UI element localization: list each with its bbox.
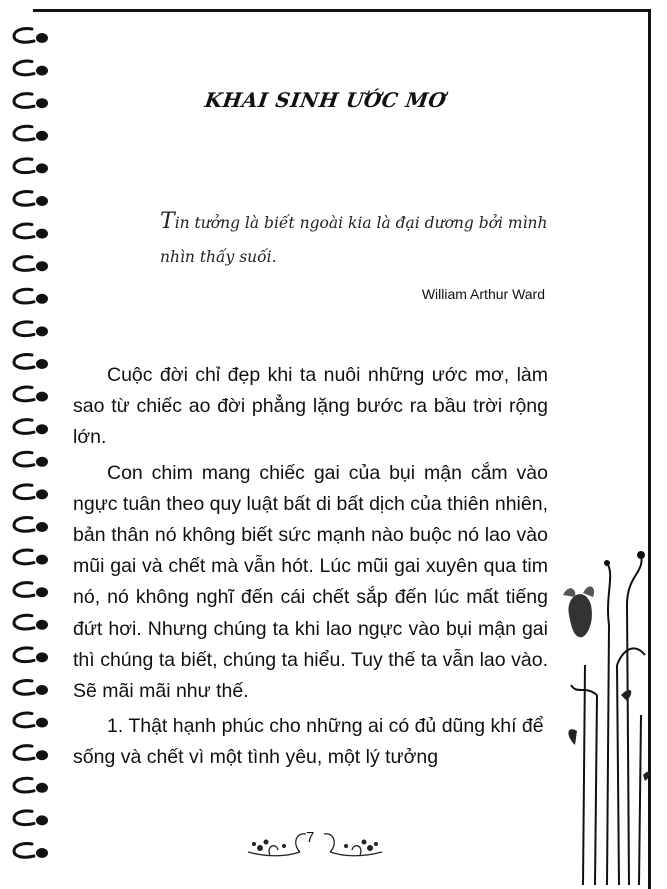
chapter-title: KHAI SINH ƯỚC MƠ [203, 88, 449, 112]
spiral-ring [14, 159, 34, 173]
spiral-hole [36, 718, 48, 728]
spiral-hole [36, 685, 48, 695]
paragraph-3: 1. Thật hạnh phúc cho những ai có đủ dũng khí để sống và chết vì một tình yêu, một lý tưởng [73, 715, 544, 769]
spiral-hole [36, 457, 48, 467]
spiral-hole [36, 294, 48, 304]
spiral-ring [14, 191, 34, 205]
spiral-ring [14, 550, 34, 564]
spiral-hole [36, 750, 48, 760]
quote-line-2: nhìn thấy suối. [160, 248, 277, 266]
paragraph-1: Cuộc đời chỉ đẹp khi ta nuôi những ước mơ, làm sao từ chiếc ao đời phẳng lặng bước ra bầu trời rộng lớn. [73, 364, 548, 449]
spiral-ring [14, 224, 34, 238]
spiral-hole [36, 587, 48, 597]
spiral-hole [36, 229, 48, 239]
quote-dropcap: T [160, 209, 175, 234]
spiral-hole [36, 163, 48, 173]
spiral-hole [36, 848, 48, 858]
spiral-hole [36, 196, 48, 206]
flower-ornament-icon [555, 545, 655, 885]
spiral-ring [14, 61, 34, 75]
spiral-hole [36, 326, 48, 336]
spiral-ring [14, 420, 34, 434]
spiral-ring [14, 452, 34, 466]
spiral-ring [14, 746, 34, 760]
spiral-ring [14, 257, 34, 271]
spiral-ring [14, 843, 34, 857]
spiral-ring [14, 126, 34, 140]
spiral-hole [36, 783, 48, 793]
spiral-ring [14, 94, 34, 108]
spiral-ring [14, 354, 34, 368]
page-number-ornament-icon [240, 822, 390, 866]
spiral-hole [36, 261, 48, 271]
spiral-hole [36, 522, 48, 532]
spiral-hole [36, 98, 48, 108]
spiral-ring [14, 289, 34, 303]
spiral-ring [14, 28, 34, 42]
epigraph-quote [160, 205, 550, 274]
spiral-ring [14, 811, 34, 825]
spiral-ring [14, 322, 34, 336]
spiral-hole [36, 66, 48, 76]
spiral-hole [36, 424, 48, 434]
spiral-binding-icon [0, 0, 60, 885]
spiral-hole [36, 33, 48, 43]
spiral-ring [14, 648, 34, 662]
spiral-hole [36, 555, 48, 565]
paragraph-2: Con chim mang chiếc gai của bụi mận cắm vào ngực tuân theo quy luật bất di bất dịch của thiên nhiên, bản thân nó không biết sức mạnh nào buộc nó lao vào mũi gai và chết mà vẫn hót. Lúc mũi gai xuyên qua tim nó, nó không nghĩ đến cái chết sắp đến lúc mất tiếng đứt hơi. Nhưng chúng ta khi lao ngực vào bụi mận gai thì chúng ta biết, chúng ta hiểu. Tuy thế ta vẫn lao vào. Sẽ mãi mãi như thế. [73, 461, 548, 703]
spiral-hole [36, 489, 48, 499]
spiral-hole [36, 359, 48, 369]
spiral-ring [14, 517, 34, 531]
spiral-ring [14, 583, 34, 597]
spiral-ring [14, 387, 34, 401]
spiral-ring [14, 680, 34, 694]
page-number: 7 [306, 829, 315, 846]
spiral-ring [14, 778, 34, 792]
spiral-hole [36, 392, 48, 402]
quote-author: William Arthur Ward [421, 286, 545, 302]
spiral-ring [14, 713, 34, 727]
spiral-hole [36, 652, 48, 662]
spiral-hole [36, 131, 48, 141]
body-text [73, 360, 548, 778]
spiral-hole [36, 620, 48, 630]
spiral-hole [36, 815, 48, 825]
quote-line-1: in tưởng là biết ngoài kia là đại dương bởi mình [174, 214, 548, 232]
spiral-ring [14, 615, 34, 629]
spiral-ring [14, 485, 34, 499]
